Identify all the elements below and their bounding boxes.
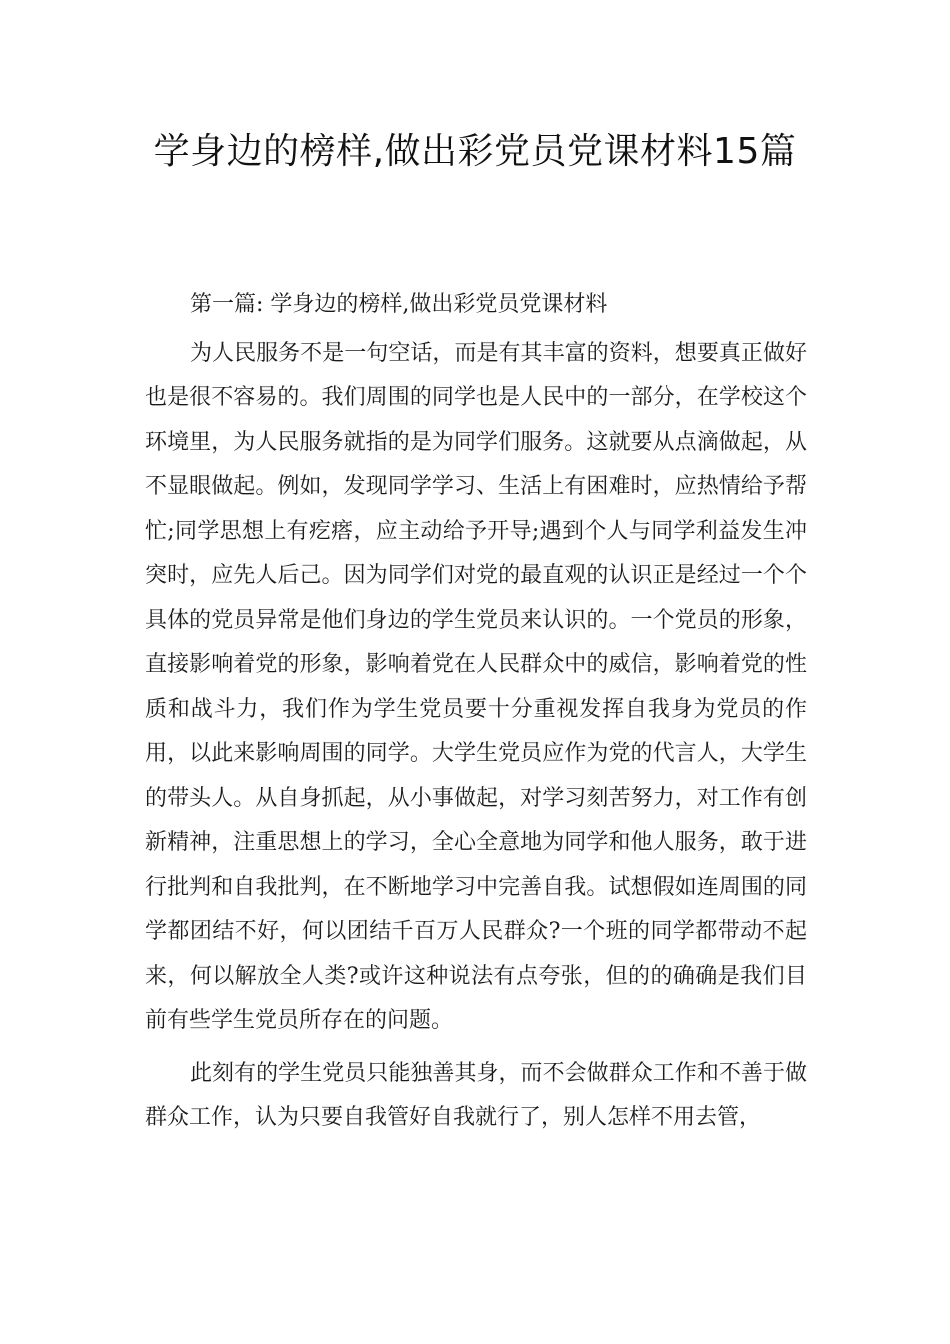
body-paragraph: 为人民服务不是一句空话，而是有其丰富的资料，想要真正做好也是很不容易的。我们周围的同学也是人民中的一部分，在学校这个环境里，为人民服务就指的是为同学们服务。这就要从点滴做起，从不显眼做起。例如，发现同学学习、生活上有困难时，应热情给予帮忙;同学思想上有疙瘩，应主动给予开导;遇到个人与同学利益发生冲突时，应先人后己。因为同学们对党的最直观的认识正是经过一个个具体的党员异常是他们身边的学生党员来认识的。一个党员的形象，直接影响着党的形象，影响着党在人民群众中的威信，影响着党的性质和战斗力，我们作为学生党员要十分重视发挥自我身为党员的作用，以此来影响周围的同学。大学生党员应作为党的代言人，大学生的带头人。从自身抓起，从小事做起，对学习刻苦努力，对工作有创新精神，注重思想上的学习，全心全意地为同学和他人服务，敢于进行批判和自我批判，在不断地学习中完善自我。试想假如连周围的同学都团结不好，何以团结千百万人民群众?一个班的同学都带动不起来，何以解放全人类?或许这种说法有点夸张，但的的确确是我们目前有些学生党员所存在的问题。 xyxy=(145,340,807,1033)
body-paragraph: 此刻有的学生党员只能独善其身，而不会做群众工作和不善于做群众工作，认为只要自我管好自我就行了，别人怎样不用去管， xyxy=(145,1060,807,1130)
document-body xyxy=(145,283,807,1149)
chapter-heading: 第一篇: 学身边的榜样,做出彩党员党课材料 xyxy=(190,292,608,317)
document-title: 学身边的榜样,做出彩党员党课材料15篇 xyxy=(153,131,797,172)
